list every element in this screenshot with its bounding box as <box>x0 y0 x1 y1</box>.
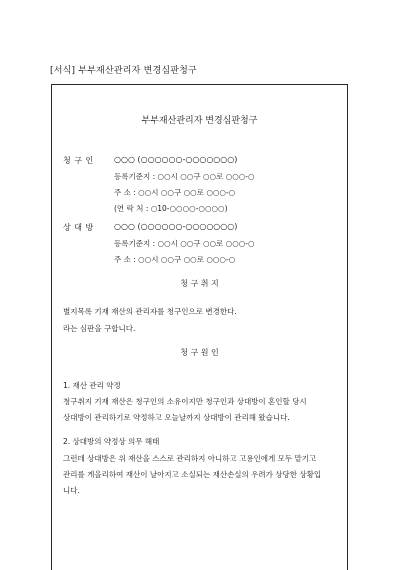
purpose-line: 별지목록 기재 재산의 관리자를 청구인으로 변경한다. <box>63 307 237 316</box>
cause-line: 니다. <box>63 486 80 495</box>
cause-heading: 청 구 원 인 <box>180 348 219 357</box>
cause-line: 관리를 게을리하여 재산이 날아지고 소실되는 재산손실의 우려가 상당한 상황입 <box>63 470 322 479</box>
claimant-address: 주 소 : ○○시 ○○구 ○○로 ○○○-○ <box>114 188 236 197</box>
claimant-registry: 등록기준지 : ○○시 ○○구 ○○로 ○○○-○ <box>114 172 255 181</box>
claimant-name: ○○○ (○○○○○○-○○○○○○○) <box>114 155 238 164</box>
cause-section-title: 1. 재산 관리 약정 <box>63 381 121 390</box>
respondent-address: 주 소 : ○○시 ○○구 ○○로 ○○○-○ <box>114 255 236 264</box>
document-title: 부부재산관리자 변경심판청구 <box>141 116 258 126</box>
respondent-role-label: 상 대 방 <box>63 223 94 232</box>
claimant-phone: (연 락 처 : ○10-○○○○-○○○○) <box>114 204 228 213</box>
cause-section-title: 2. 상대방의 약정상 의무 해태 <box>63 437 160 446</box>
respondent-name: ○○○ (○○○○○○-○○○○○○○) <box>114 222 238 231</box>
document-frame <box>51 84 348 570</box>
purpose-line: 라는 심판을 구합니다. <box>63 324 136 333</box>
cause-line: 그런데 상대방은 위 재산을 스스로 관리하지 아니하고 고용인에게 모두 맡기고 <box>63 454 317 463</box>
cause-line: 청구취지 기재 재산은 청구인의 소유이지만 청구인과 상대방이 혼인할 당시 <box>63 397 307 406</box>
claimant-role-label: 청 구 인 <box>63 156 94 165</box>
cause-line: 상대방이 관리하기로 약정하고 오늘날까지 상대방이 관리해 왔습니다. <box>63 413 290 422</box>
form-caption: [서식] 부부재산관리자 변경심판청구 <box>50 66 197 76</box>
respondent-registry: 등록기준지 : ○○시 ○○구 ○○로 ○○○-○ <box>114 239 255 248</box>
purpose-heading: 청 구 취 지 <box>180 279 219 288</box>
